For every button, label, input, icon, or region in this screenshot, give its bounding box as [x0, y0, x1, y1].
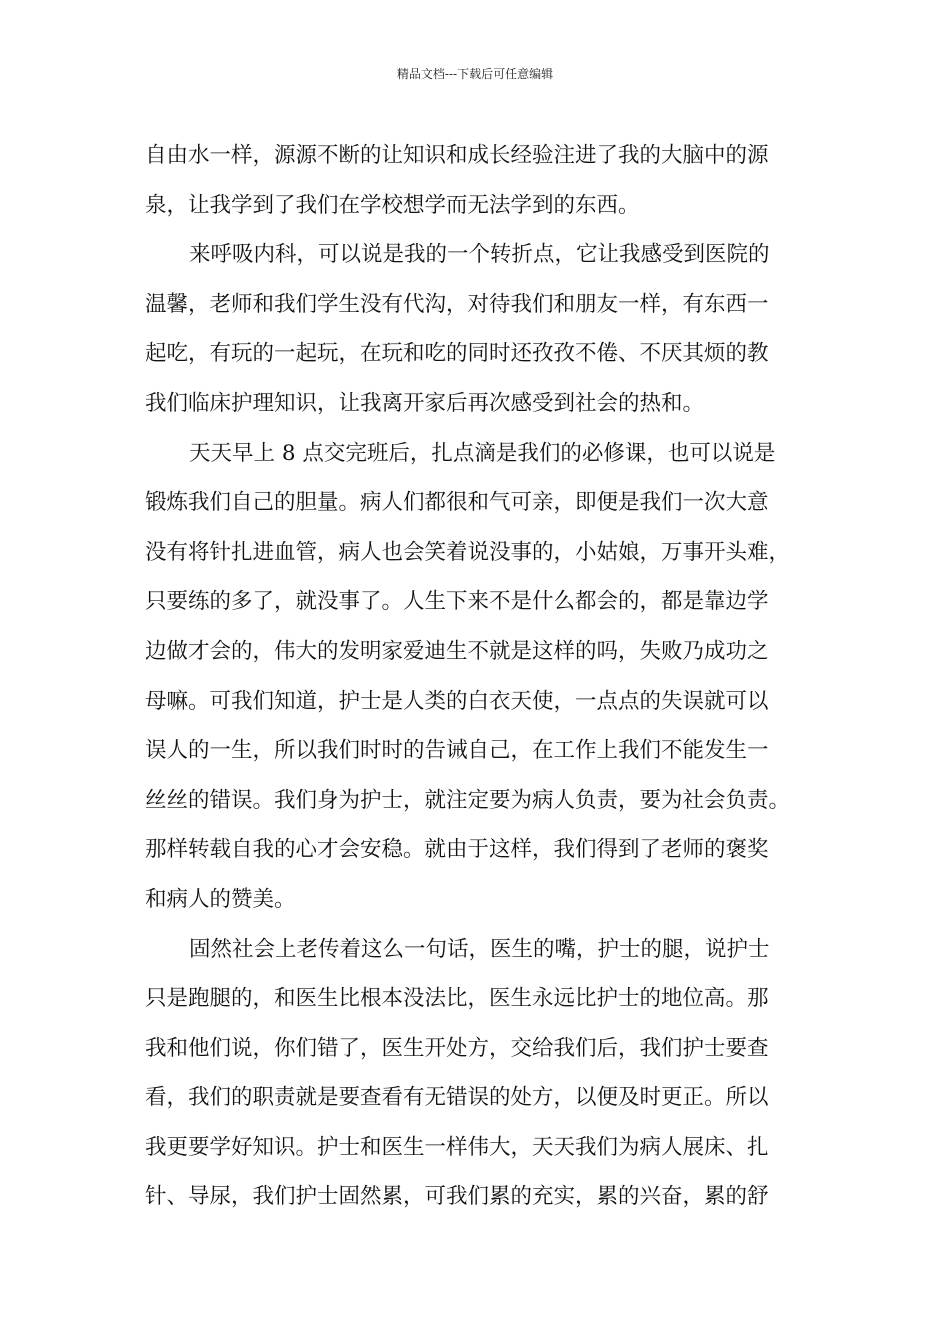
paragraph-line: 母嘛。可我们知道，护士是人类的白衣天使，一点点的失误就可以 [145, 688, 769, 714]
paragraph-line: 和病人的赞美。 [145, 886, 296, 912]
page-header: 精品文档---下载后可任意编辑 [396, 67, 554, 81]
paragraph-line: 没有将针扎进血管，病人也会笑着说没事的，小姑娘，万事开头难， [145, 539, 791, 565]
paragraph-line: 只要练的多了，就没事了。人生下来不是什么都会的，都是靠边学 [145, 589, 769, 615]
paragraph-line: 误人的一生，所以我们时时的告诫自己，在工作上我们不能发生一 [145, 738, 769, 764]
paragraph-line: 那样转载自我的心才会安稳。就由于这样，我们得到了老师的褒奖 [145, 837, 769, 863]
paragraph-line: 针、导尿，我们护士固然累，可我们累的充实，累的兴奋，累的舒 [145, 1184, 769, 1210]
paragraph-line: 自由水一样，源源不断的让知识和成长经验注进了我的大脑中的源 [145, 143, 769, 168]
paragraph-line: 边做才会的，伟大的发明家爱迪生不就是这样的吗，失败乃成功之 [145, 638, 769, 664]
paragraph-line: 我和他们说，你们错了，医生开处方，交给我们后，我们护士要查 [145, 1035, 769, 1061]
paragraph-line: 看，我们的职责就是要查看有无错误的处方，以便及时更正。所以 [145, 1085, 769, 1111]
paragraph-line: 只是跑腿的，和医生比根本没法比，医生永远比护士的地位高。那 [145, 986, 769, 1012]
paragraph-line: 丝丝的错误。我们身为护士，就注定要为病人负责，要为社会负责。 [145, 787, 791, 813]
paragraph-line: 起吃，有玩的一起玩，在玩和吃的同时还孜孜不倦、不厌其烦的教 [145, 341, 769, 367]
paragraph-line: 我们临床护理知识，让我离开家后再次感受到社会的热和。 [145, 390, 705, 416]
document-body [145, 131, 815, 1222]
paragraph-line: 我更要学好知识。护士和医生一样伟大，天天我们为病人展床、扎 [145, 1134, 769, 1160]
paragraph-line: 温馨，老师和我们学生没有代沟，对待我们和朋友一样，有东西一 [145, 291, 769, 317]
paragraph-line: 天天早上 8 点交完班后，扎点滴是我们的必修课，也可以说是 [189, 440, 776, 466]
paragraph-line: 来呼吸内科，可以说是我的一个转折点，它让我感受到医院的 [189, 242, 770, 268]
paragraph-line: 锻炼我们自己的胆量。病人们都很和气可亲，即便是我们一次大意 [145, 490, 769, 516]
paragraph-line: 泉，让我学到了我们在学校想学而无法学到的东西。 [145, 192, 640, 218]
paragraph-line: 固然社会上老传着这么一句话，医生的嘴，护士的腿，说护士 [189, 936, 770, 962]
